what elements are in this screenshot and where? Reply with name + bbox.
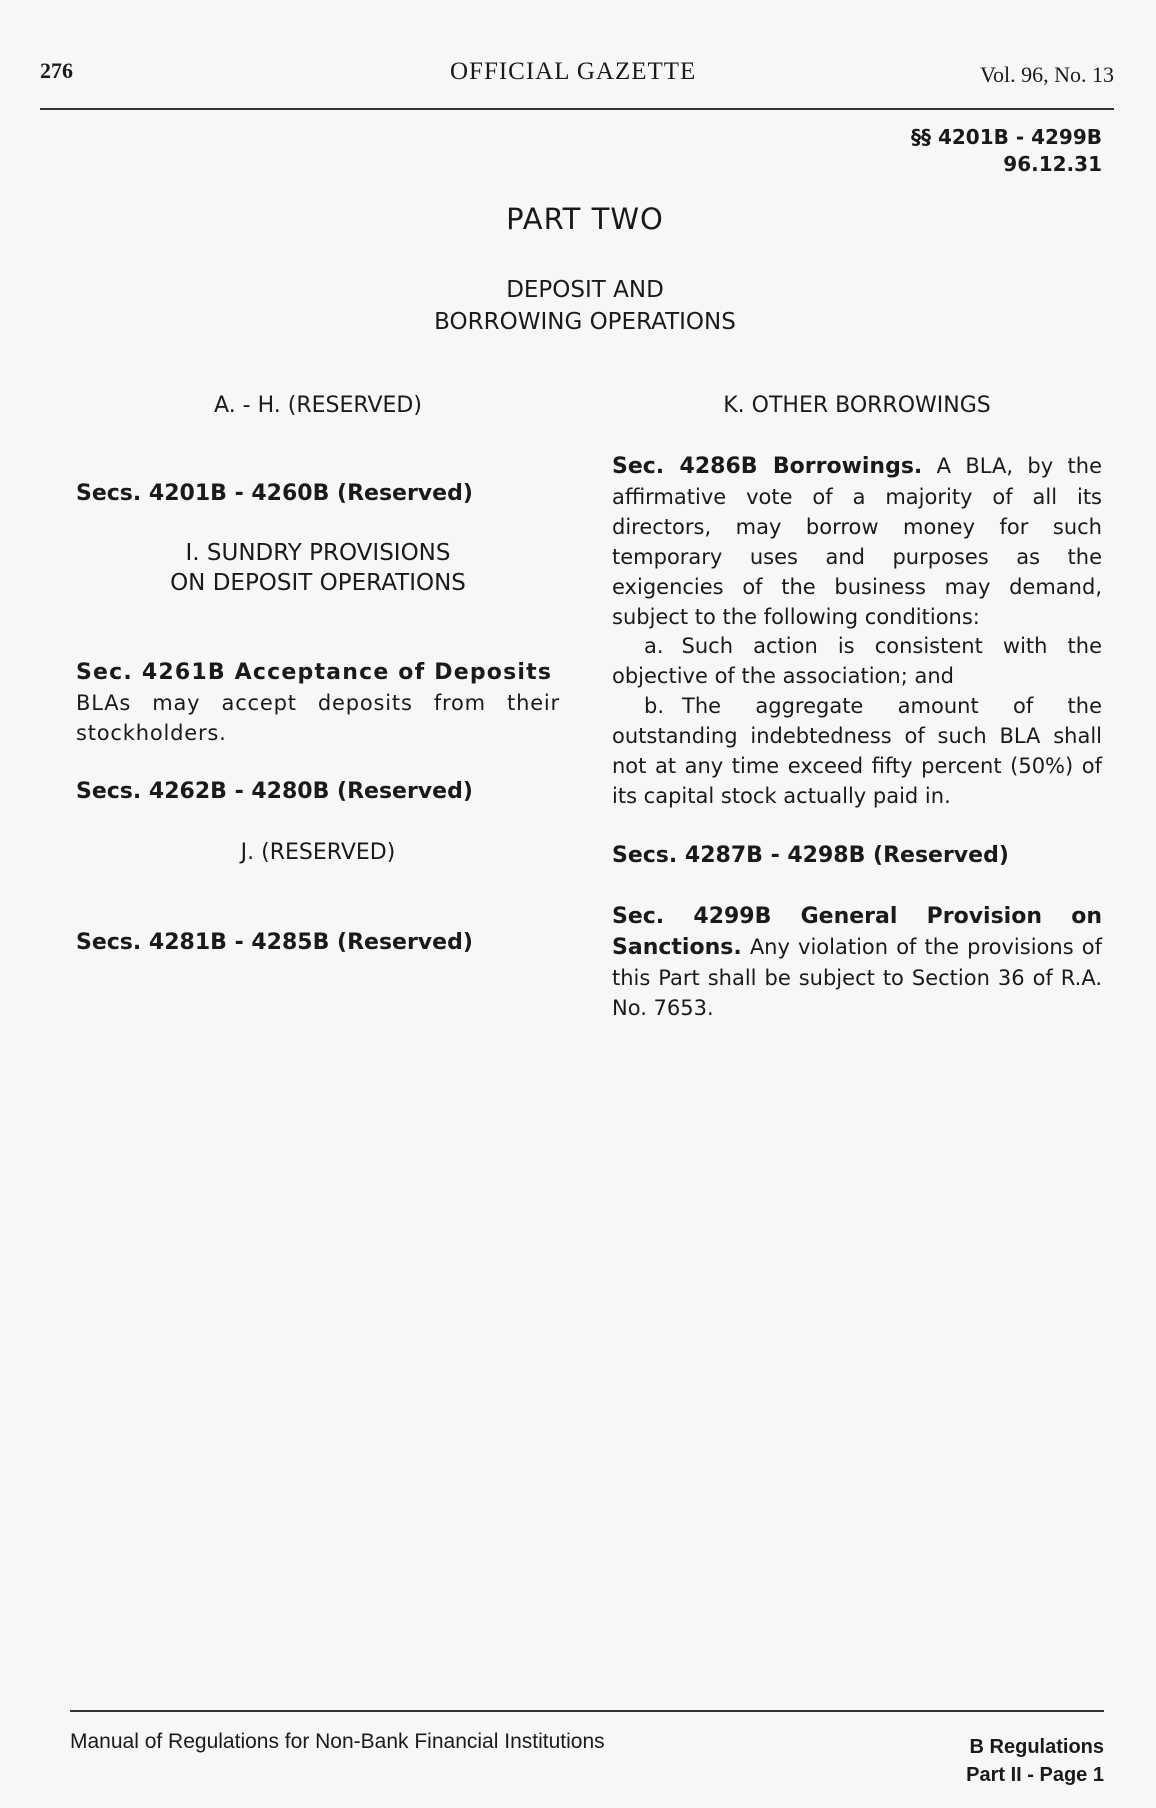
- sec-4299b: [612, 901, 1102, 1023]
- item-b: [612, 691, 1102, 811]
- section-range: §§ 4201B - 4299B: [910, 125, 1102, 149]
- part-title: PART TWO: [506, 202, 664, 236]
- sec-4299b-body: Any violation of the provisions of this Part shall be subject to Section 36 of R.A. No. 7653.: [612, 935, 1102, 1020]
- footer-regulations: B Regulations: [969, 1736, 1104, 1758]
- section-date: 96.12.31: [1003, 152, 1102, 176]
- item-a-label: a.: [644, 634, 664, 658]
- secs-4287b-4298b: Secs. 4287B - 4298B (Reserved): [612, 843, 1009, 868]
- sec-4286b-body: A BLA, by the affirmative vote of a majority of all its directors, may borrow money for such temporary uses and purposes as the exigencies of the business may demand, subject to the following conditions:: [612, 454, 1102, 629]
- part-subtitle-line1: DEPOSIT AND: [506, 277, 664, 303]
- item-b-text: The aggregate amount of the outstanding indebtedness of such BLA shall not at any time exceed fifty percent (50%) of its capital stock actually paid in.: [612, 694, 1102, 808]
- secs-4262b-4280b: Secs. 4262B - 4280B (Reserved): [76, 779, 473, 804]
- footer-manual-title: Manual of Regulations for Non-Bank Financial Institutions: [70, 1730, 605, 1753]
- heading-i-line1: I. SUNDRY PROVISIONS: [185, 540, 451, 566]
- page-number: 276: [40, 58, 73, 83]
- gazette-title: OFFICIAL GAZETTE: [450, 58, 697, 85]
- sec-4261b-body: BLAs may accept deposits from their stockholders.: [76, 691, 560, 745]
- item-a: [612, 631, 1102, 691]
- sec-4261b: [76, 658, 560, 748]
- heading-j-reserved: J. (RESERVED): [240, 840, 396, 865]
- secs-4201b-4260b: Secs. 4201B - 4260B (Reserved): [76, 481, 473, 506]
- footer-part-page: Part II - Page 1: [966, 1764, 1104, 1786]
- sec-4286b: [612, 451, 1102, 632]
- heading-a-h-reserved: A. - H. (RESERVED): [214, 393, 422, 418]
- header-rule: [40, 108, 1114, 110]
- sec-4299b-title: Sec. 4299B General Provision on Sanctions.: [612, 904, 1102, 960]
- sec-4261b-title: Sec. 4261B Acceptance of Deposits: [76, 660, 553, 685]
- volume-number: Vol. 96, No. 13: [979, 62, 1114, 87]
- part-subtitle: [0, 274, 1156, 338]
- item-a-text: Such action is consistent with the objective of the association; and: [612, 634, 1102, 688]
- footer-page-ref: [966, 1733, 1104, 1789]
- heading-k-other-borrowings: K. OTHER BORROWINGS: [723, 393, 991, 418]
- heading-i-line2: ON DEPOSIT OPERATIONS: [170, 570, 466, 596]
- item-b-label: b.: [644, 694, 665, 718]
- heading-i-sundry-provisions: [76, 538, 560, 598]
- part-subtitle-line2: BORROWING OPERATIONS: [434, 309, 736, 335]
- sec-4286b-title: Sec. 4286B Borrowings.: [612, 454, 923, 479]
- footer-rule: [70, 1710, 1104, 1712]
- secs-4281b-4285b: Secs. 4281B - 4285B (Reserved): [76, 930, 473, 955]
- section-range-block: [911, 124, 1102, 178]
